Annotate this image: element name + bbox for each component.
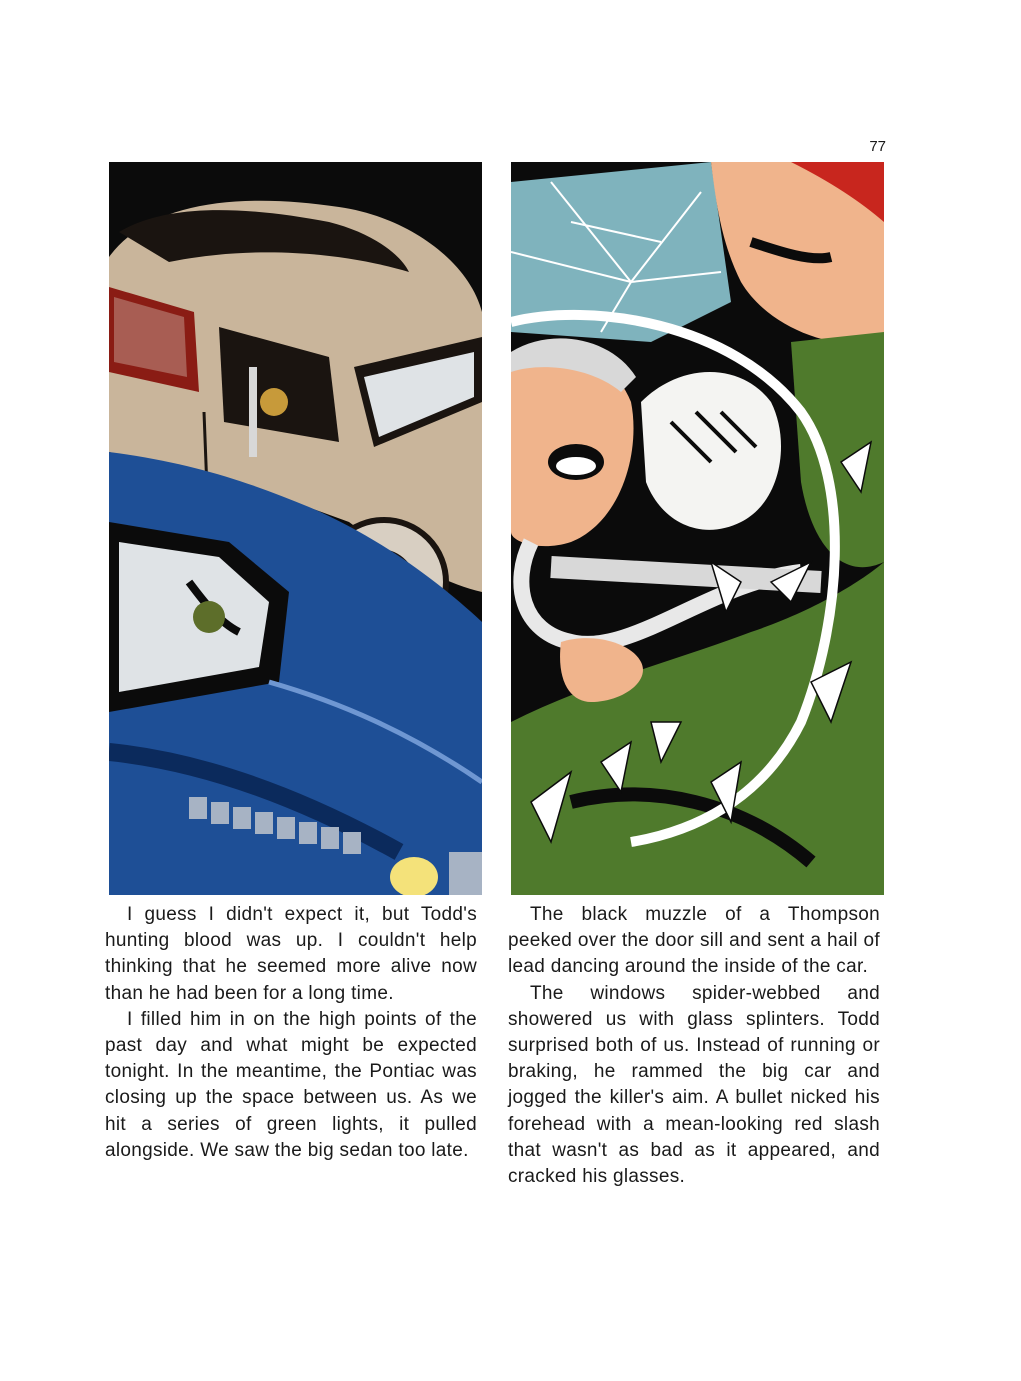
paragraph: I filled him in on the high points of the past day and what might be expected tonight. In the meantime, the Pontiac was closing up the space between us. As we hit a series of green lights, it pulled alongside. We saw the big sedan too late. [105,1008,477,1161]
paragraph: I guess I didn't expect it, but Todd's hunting blood was up. I couldn't help thinking that he seemed more alive now than he had been for a long time. [105,904,477,1004]
paragraph: The black muzzle of a Thompson peeked over the door sill and sent a hail of lead dancing around the inside of the car. [508,904,880,978]
left-text-column [105,902,477,1164]
car-chase-illustration [109,162,482,895]
paragraph: The windows spider-webbed and showered us with glass splinters. Todd surprised both of us. Instead of running or braking, he rammed the big car and jogged the killer's aim. A bullet nicked his forehead with a mean-looking red slash that wasn't as bad as it appeared, and cracked his glasses. [508,982,880,1188]
right-text-column [508,902,880,1190]
page-number: 77 [869,138,886,155]
windshield-shatter-illustration [511,162,884,895]
